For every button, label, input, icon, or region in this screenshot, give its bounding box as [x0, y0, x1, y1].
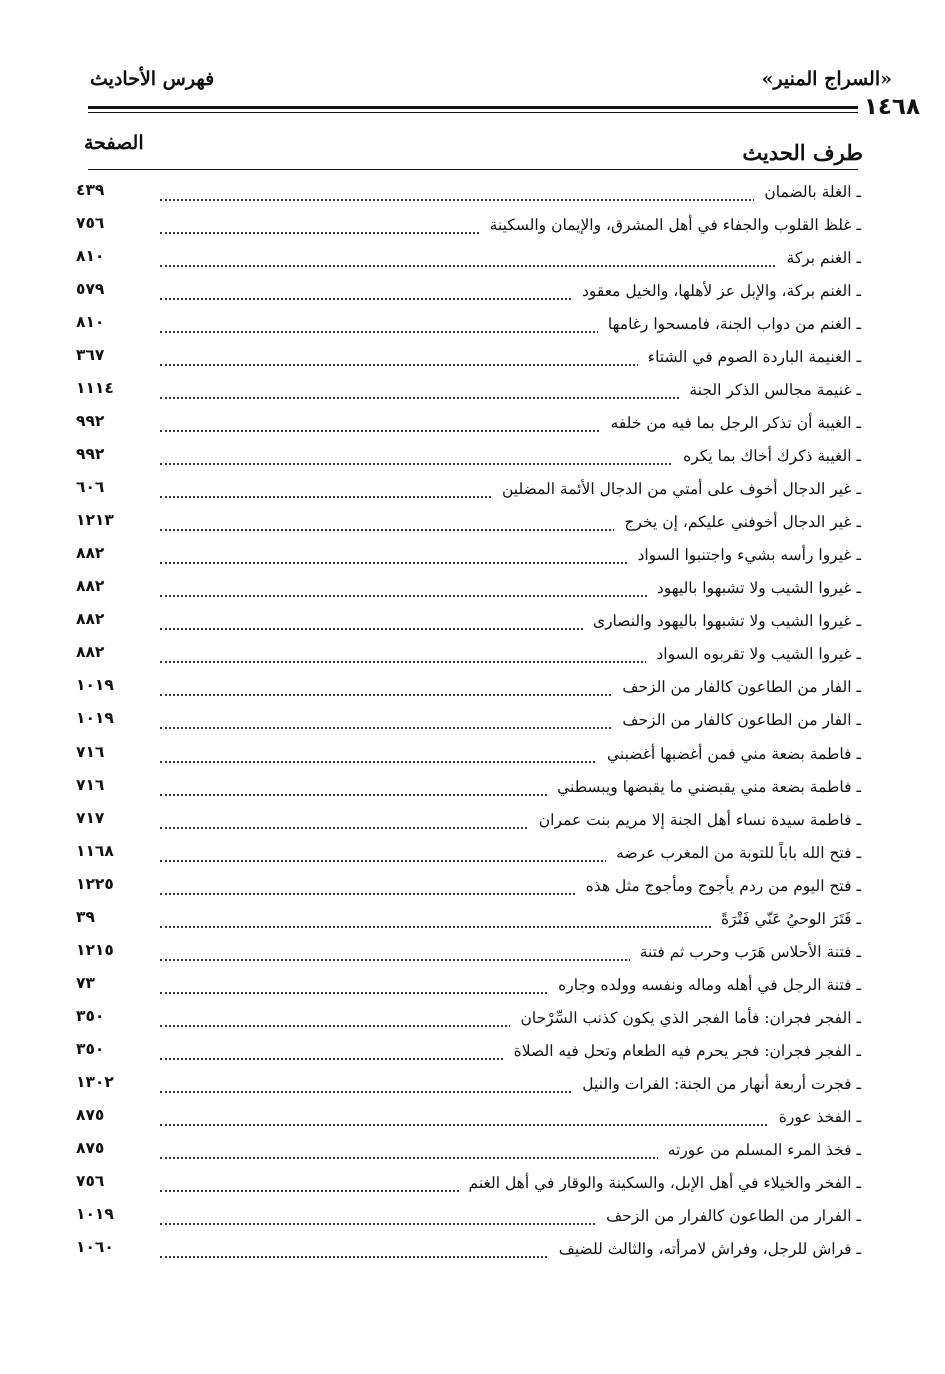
entry-hadith-text: ـ الفار من الطاعون كالفار من الزحف	[612, 708, 861, 732]
entry-page-number: ٨١٠	[76, 313, 105, 332]
dot-leader	[160, 1110, 855, 1126]
entry-hadith-text: ـ فاطمة بضعة مني فمن أغضبها أغضبني	[597, 742, 861, 766]
index-entry	[76, 936, 861, 969]
entry-hadith-text: ـ الفار من الطاعون كالفار من الزحف	[612, 675, 861, 699]
index-entry	[76, 242, 861, 275]
index-entry	[76, 903, 861, 936]
entry-hadith-text: ـ فراش للرجل، وفراش لامرأته، والثالث للضيف	[549, 1237, 861, 1261]
entry-hadith-text: ـ الغنيمة الباردة الصوم في الشتاء	[638, 345, 861, 369]
index-entry	[76, 1002, 861, 1035]
index-entry	[76, 1134, 861, 1167]
index-entry	[76, 1167, 861, 1200]
entry-hadith-text: ـ الفجر فجران: فجر يحرم فيه الطعام وتحل فيه الصلاة	[504, 1039, 861, 1063]
entry-hadith-text: ـ فخذ المرء المسلم من عورته	[658, 1138, 861, 1162]
header-rule-thick	[88, 106, 858, 109]
entry-page-number: ٣٦٧	[76, 346, 105, 365]
index-entry	[76, 176, 861, 209]
entry-page-number: ٨٨٢	[76, 643, 105, 662]
index-entry	[76, 870, 861, 903]
entry-page-number: ١٢٢٥	[76, 874, 114, 893]
entry-hadith-text: ـ الفخر والخيلاء في أهل الإبل، والسكينة والوقار في أهل الغنم	[459, 1171, 861, 1195]
section-name: فهرس الأحاديث	[90, 68, 215, 90]
index-entry	[76, 275, 861, 308]
index-entry	[76, 638, 861, 671]
index-entry	[76, 539, 861, 572]
index-entry	[76, 308, 861, 341]
index-entry	[76, 572, 861, 605]
entry-hadith-text: ـ الفخذ عورة	[769, 1105, 861, 1129]
entry-page-number: ٨٨٢	[76, 577, 105, 596]
entry-page-number: ٧١٦	[76, 742, 105, 761]
index-entry	[76, 473, 861, 506]
column-header-page: الصفحة	[84, 132, 144, 154]
dot-leader	[160, 185, 855, 201]
entry-hadith-text: ـ فتح الله باباً للتوبة من المغرب عرضه	[606, 841, 861, 865]
entry-page-number: ٨٨٢	[76, 610, 105, 629]
entry-page-number: ٨١٠	[76, 247, 105, 266]
entry-hadith-text: ـ الغنم بركة	[777, 246, 861, 270]
entry-page-number: ٦٠٦	[76, 478, 105, 497]
entry-page-number: ٣٥٠	[76, 1006, 105, 1025]
entry-page-number: ٤٣٩	[76, 181, 105, 199]
entry-hadith-text: ـ الفجر فجران: فأما الفجر الذي يكون كذنب السِّرْحان	[510, 1006, 861, 1030]
entry-page-number: ١١٦٨	[76, 841, 114, 860]
entry-page-number: ٨٨٢	[76, 544, 105, 563]
index-entry	[76, 1035, 861, 1068]
index-entry	[76, 605, 861, 638]
index-entry	[76, 1200, 861, 1233]
index-entry	[76, 738, 861, 771]
entry-page-number: ٣٩	[76, 907, 95, 926]
entry-page-number: ١٠١٩	[76, 1204, 114, 1223]
entry-hadith-text: ـ غير الدجال أخوفني عليكم، إن يخرج	[614, 510, 861, 534]
running-header	[80, 66, 920, 120]
entry-hadith-text: ـ غيروا الشيب ولا تقربوه السواد	[646, 642, 861, 666]
index-entry	[76, 440, 861, 473]
entry-hadith-text: ـ غلظ القلوب والجفاء في أهل المشرق، والإيمان والسكينة	[480, 213, 861, 237]
entry-page-number: ٥٧٩	[76, 280, 105, 299]
index-entry	[76, 1068, 861, 1101]
entry-hadith-text: ـ فاطمة سيدة نساء أهل الجنة إلا مريم بنت عمران	[529, 808, 861, 832]
entry-hadith-text: ـ الفرار من الطاعون كالفرار من الزحف	[596, 1204, 861, 1228]
entry-page-number: ٨٧٥	[76, 1138, 105, 1157]
entry-hadith-text: ـ فتنة الرجل في أهله وماله ونفسه وولده وجاره	[548, 973, 861, 997]
index-entry	[76, 837, 861, 870]
entry-page-number: ١٢١٣	[76, 511, 114, 530]
entry-hadith-text: ـ الغيبة ذكرك أخاك بما يكره	[673, 444, 861, 468]
entry-page-number: ٩٩٢	[76, 412, 105, 431]
entry-hadith-text: ـ فتنة الأحلاس هَرَب وحرب ثم فتنة	[630, 940, 861, 964]
book-title: «السراج المنير»	[761, 68, 892, 90]
entry-page-number: ١٠١٩	[76, 676, 114, 695]
entry-hadith-text: ـ فاطمة بضعة مني يقبضني ما يقبضها ويبسطني	[547, 775, 861, 799]
column-header-rule	[88, 169, 858, 170]
entry-hadith-text: ـ الغنم بركة، والإبل عز لأهلها، والخيل معقود	[572, 279, 861, 303]
entry-page-number: ١٠٦٠	[76, 1237, 114, 1256]
entry-hadith-text: ـ غيروا رأسه بشيء واجتنبوا السواد	[627, 543, 861, 567]
entry-hadith-text: ـ الغيبة أن تذكر الرجل بما فيه من خلفه	[601, 411, 861, 435]
index-entry	[76, 407, 861, 440]
column-header-hadith: طرف الحديث	[742, 140, 863, 165]
index-entry	[76, 374, 861, 407]
entry-hadith-text: ـ غيروا الشيب ولا تشبهوا باليهود	[647, 576, 861, 600]
index-entry	[76, 804, 861, 837]
entry-page-number: ٧٣	[76, 973, 95, 992]
entry-page-number: ٧٥٦	[76, 214, 105, 233]
index-entry	[76, 209, 861, 242]
entry-hadith-text: ـ غنيمة مجالس الذكر الجنة	[679, 378, 861, 402]
index-entry	[76, 704, 861, 737]
index-entry	[76, 1233, 861, 1266]
index-entry	[76, 771, 861, 804]
page-number: ١٤٦٨	[860, 94, 920, 120]
entry-page-number: ٧١٦	[76, 775, 105, 794]
entry-page-number: ١١١٤	[76, 379, 114, 398]
index-entry	[76, 1101, 861, 1134]
entry-hadith-text: ـ غيروا الشيب ولا تشبهوا باليهود والنصارى	[583, 609, 861, 633]
entry-page-number: ٩٩٢	[76, 445, 105, 464]
entry-page-number: ١٠١٩	[76, 709, 114, 728]
entry-hadith-text: ـ الغنم من دواب الجنة، فامسحوا رغامها	[598, 312, 861, 336]
entry-page-number: ٧١٧	[76, 808, 105, 827]
entry-page-number: ٨٧٥	[76, 1105, 105, 1124]
entry-hadith-text: ـ فجرت أربعة أنهار من الجنة: الفرات والنيل	[572, 1072, 861, 1096]
index-entry	[76, 341, 861, 374]
entry-page-number: ١٢١٥	[76, 940, 114, 959]
header-rule-thin	[88, 112, 858, 113]
entry-hadith-text: ـ غير الدجال أخوف على أمتي من الدجال الأئمة المضلين	[492, 477, 861, 501]
index-entry	[76, 671, 861, 704]
entry-page-number: ٣٥٠	[76, 1039, 105, 1058]
index-entry	[76, 506, 861, 539]
index-entry	[76, 969, 861, 1002]
entry-hadith-text: ـ الغلة بالضمان	[754, 180, 861, 204]
dot-leader	[160, 251, 855, 267]
entry-hadith-text: ـ فتح اليوم من ردم يأجوج ومأجوج مثل هذه	[576, 874, 861, 898]
entry-page-number: ١٣٠٢	[76, 1072, 114, 1091]
entry-hadith-text: ـ فَتَرَ الوحيُ عَنّي فَتْرَةً	[711, 907, 861, 931]
entry-page-number: ٧٥٦	[76, 1171, 105, 1190]
